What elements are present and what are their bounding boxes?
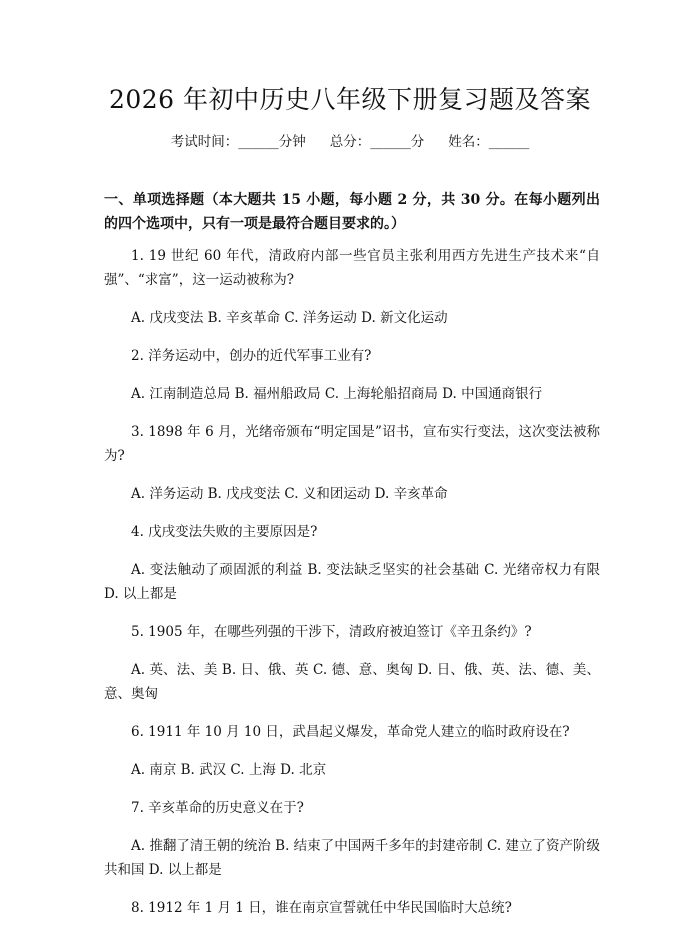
question-stem: 5. 1905 年，在哪些列强的干涉下，清政府被迫签订《辛丑条约》? [131, 624, 532, 640]
section-heading: 一、单项选择题（本大题共 15 小题，每小题 2 分，共 30 分。在每小题列出的四个选项中，只有一项是最符合题目要求的。） [104, 192, 600, 232]
exam-info-line [0, 132, 700, 152]
question-stem: 8. 1912 年 1 月 1 日，谁在南京宣誓就任中华民国临时大总统? [131, 900, 512, 916]
student-name-field: 姓名：______ [448, 134, 530, 150]
exam-time-field: 考试时间：______分钟 [170, 134, 306, 150]
question-options: A. 推翻了清王朝的统治 B. 结束了中国两千多年的封建帝制 C. 建立了资产阶级共和国 D. 以上都是 [104, 838, 600, 878]
total-score-field: 总分：______分 [329, 134, 425, 150]
question-list [104, 244, 600, 934]
question-stem: 3. 1898 年 6 月，光绪帝颁布“明定国是”诏书，宣布实行变法，这次变法被称为? [104, 424, 600, 464]
question-stem: 1. 19 世纪 60 年代，清政府内部一些官员主张利用西方先进生产技术来“自强”、“求富”，这一运动被称为? [104, 248, 600, 288]
page-title: 2026 年初中历史八年级下册复习题及答案 [108, 85, 592, 114]
question-stem: 7. 辛亥革命的历史意义在于? [131, 800, 304, 816]
question-options: A. 南京 B. 武汉 C. 上海 D. 北京 [131, 762, 327, 778]
question-stem: 6. 1911 年 10 月 10 日，武昌起义爆发，革命党人建立的临时政府设在? [131, 724, 570, 740]
question-options: A. 江南制造总局 B. 福州船政局 C. 上海轮船招商局 D. 中国通商银行 [131, 386, 543, 402]
question-options: A. 变法触动了顽固派的利益 B. 变法缺乏坚实的社会基础 C. 光绪帝权力有限 D. 以上都是 [104, 562, 600, 602]
question-stem: 2. 洋务运动中，创办的近代军事工业有? [131, 348, 372, 364]
question-options: A. 戊戌变法 B. 辛亥革命 C. 洋务运动 D. 新文化运动 [131, 310, 448, 326]
question-stem: 4. 戊戌变法失败的主要原因是? [131, 524, 318, 540]
question-options: A. 洋务运动 B. 戊戌变法 C. 义和团运动 D. 辛亥革命 [131, 486, 448, 502]
question-options: A. 英、法、美 B. 日、俄、英 C. 德、意、奥匈 D. 日、俄、英、法、德、美、意、奥匈 [104, 662, 600, 702]
